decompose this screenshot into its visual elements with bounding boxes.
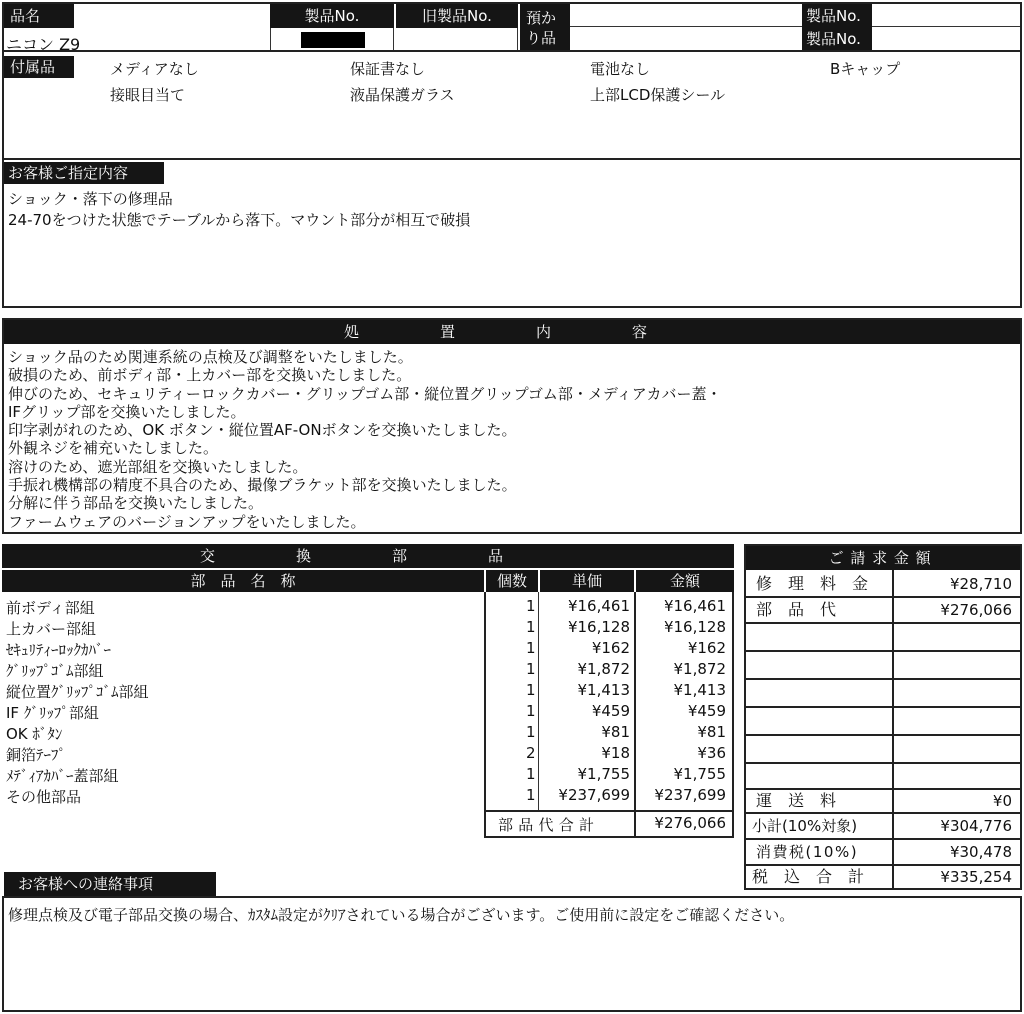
notice-label: お客様への連絡事項 — [4, 872, 216, 896]
col-name-header: 部 品 名 称 — [2, 570, 484, 592]
treatment-line: 分解に伴う部品を交換いたしました。 — [8, 494, 264, 513]
part-amount: ¥1,413 — [673, 681, 726, 699]
accessory-item: 接眼目当て — [110, 86, 186, 104]
part-name: OK ﾎﾞﾀﾝ — [6, 725, 63, 743]
part-qty: 1 — [526, 618, 536, 636]
part-name: ｸﾞﾘｯﾌﾟｺﾞﾑ部組 — [6, 662, 104, 680]
parts-fee-label: 部 品 代 — [756, 600, 837, 619]
table-row — [2, 617, 734, 638]
shipping-value: ¥0 — [992, 792, 1012, 810]
shipping-label: 運 送 料 — [756, 791, 837, 810]
part-unit: ¥1,755 — [577, 765, 630, 783]
treatment-section — [2, 318, 1022, 534]
repair-fee-value: ¥28,710 — [949, 575, 1012, 593]
table-row — [2, 659, 734, 680]
treatment-line: 溶けのため、遮光部組を交換いたしました。 — [8, 457, 308, 476]
billing-title: ご請求金額 — [746, 546, 1020, 570]
parts-total-value: ¥276,066 — [654, 814, 726, 832]
treatment-line: ファームウェアのバージョンアップをいたしました。 — [8, 512, 366, 531]
kyu-seihin-no-label: 旧製品No. — [396, 4, 518, 28]
kyu-seihin-no-cell — [394, 28, 518, 50]
part-unit: ¥1,413 — [577, 681, 630, 699]
part-unit: ¥1,872 — [577, 660, 630, 678]
part-amount: ¥36 — [697, 744, 726, 762]
part-unit: ¥162 — [591, 639, 630, 657]
table-row — [2, 764, 734, 785]
part-unit: ¥81 — [601, 723, 630, 741]
part-amount: ¥459 — [687, 702, 726, 720]
treatment-line: 外観ネジを補充いたしました。 — [8, 439, 219, 458]
part-qty: 1 — [526, 660, 536, 678]
seihin-no-cell — [270, 28, 394, 50]
part-qty: 1 — [526, 681, 536, 699]
azukari-label — [520, 4, 570, 50]
part-qty: 1 — [526, 597, 536, 615]
accessory-item: 液晶保護ガラス — [350, 86, 455, 104]
part-unit: ¥459 — [591, 702, 630, 720]
tax-value: ¥30,478 — [949, 843, 1012, 861]
hinmei-label: 品名 — [4, 4, 74, 28]
table-row — [2, 743, 734, 764]
accessories-section — [2, 52, 1022, 160]
redacted-serial — [301, 32, 365, 48]
treatment-line: 手振れ機構部の精度不具合のため、撮像ブラケット部を交換いたしました。 — [8, 476, 517, 495]
customer-request-section — [2, 160, 1022, 308]
seihin-no-label: 製品No. — [270, 4, 394, 28]
right-no-label-1: 製品No. — [802, 4, 872, 27]
table-row — [2, 701, 734, 722]
grand-total-value: ¥335,254 — [940, 868, 1012, 886]
col-amount-header: 金額 — [636, 570, 734, 592]
parts-rows — [2, 596, 734, 808]
subtotal-value: ¥304,776 — [940, 817, 1012, 835]
part-amount: ¥1,872 — [673, 660, 726, 678]
part-name: ﾒﾃﾞｨｱｶﾊﾞｰ蓋部組 — [6, 767, 119, 785]
treatment-lines — [8, 348, 722, 531]
part-amount: ¥162 — [687, 639, 726, 657]
part-name: その他部品 — [6, 788, 82, 806]
azukari-label-line1: 預か — [526, 9, 557, 27]
customer-request-line: ショック・落下の修理品 — [8, 190, 173, 208]
subtotal-label: 小計(10%対象) — [752, 817, 858, 835]
part-unit: ¥237,699 — [558, 786, 630, 804]
part-unit: ¥16,461 — [567, 597, 630, 615]
accessory-item: 保証書なし — [350, 60, 426, 78]
part-unit: ¥18 — [601, 744, 630, 762]
treatment-title: 処 置 内 容 — [4, 320, 1020, 344]
part-name: IF ｸﾞﾘｯﾌﾟ部組 — [6, 704, 99, 722]
part-amount: ¥237,699 — [654, 786, 726, 804]
parts-table — [2, 544, 734, 838]
part-name: 銅箔ﾃｰﾌﾟ — [6, 746, 67, 764]
col-unit-header: 単価 — [540, 570, 634, 592]
part-qty: 2 — [526, 744, 536, 762]
part-qty: 1 — [526, 786, 536, 804]
treatment-line: IFグリップ部を交換いたしました。 — [8, 402, 246, 421]
accessory-item: 電池なし — [590, 60, 651, 78]
part-name: ｾｷｭﾘﾃｨｰﾛｯｸｶﾊﾞｰ — [6, 641, 112, 659]
parts-fee-value: ¥276,066 — [940, 601, 1012, 619]
col-qty-header: 個数 — [486, 570, 538, 592]
part-amount: ¥16,461 — [663, 597, 726, 615]
part-qty: 1 — [526, 723, 536, 741]
part-amount: ¥16,128 — [663, 618, 726, 636]
part-name: 縦位置ｸﾞﾘｯﾌﾟｺﾞﾑ部組 — [6, 683, 149, 701]
grand-total-label: 税 込 合 計 — [752, 867, 865, 886]
treatment-line: 印字剥がれのため、OK ボタン・縦位置AF-ONボタンを交換いたしました。 — [8, 421, 517, 440]
azukari-label-line2: り品 — [526, 29, 557, 47]
notice-text: 修理点検及び電子部品交換の場合、ｶｽﾀﾑ設定がｸﾘｱされている場合がございます。ご使用前に設定をご確認ください。 — [8, 906, 795, 924]
table-row — [2, 638, 734, 659]
tax-label: 消費税(10%) — [756, 843, 859, 861]
part-qty: 1 — [526, 702, 536, 720]
repair-fee-label: 修 理 料 金 — [756, 574, 869, 593]
hinmei-value: ニコン Z9 — [6, 35, 81, 54]
accessory-item: Bキャップ — [830, 60, 901, 78]
table-row — [2, 722, 734, 743]
table-row — [2, 596, 734, 617]
part-unit: ¥16,128 — [567, 618, 630, 636]
table-row — [2, 680, 734, 701]
accessory-item: メディアなし — [110, 60, 199, 78]
treatment-line: 破損のため、前ボディ部・上カバー部を交換いたしました。 — [8, 366, 412, 385]
accessory-item: 上部LCD保護シール — [590, 86, 726, 104]
notice-section — [2, 896, 1022, 1012]
parts-total-label: 部品代合計 — [498, 816, 600, 834]
part-name: 前ボディ部組 — [6, 599, 95, 617]
treatment-line: ショック品のため関連系統の点検及び調整をいたしました。 — [8, 348, 413, 366]
part-amount: ¥81 — [697, 723, 726, 741]
part-name: 上カバー部組 — [6, 620, 97, 638]
customer-request-label: お客様ご指定内容 — [4, 162, 164, 184]
accessories-label: 付属品 — [4, 56, 74, 78]
part-qty: 1 — [526, 639, 536, 657]
treatment-line: 伸びのため、セキュリティーロックカバー・グリップゴム部・縦位置グリップゴム部・メディアカバー蓋・ — [8, 384, 722, 403]
customer-request-line: 24-70をつけた状態でテーブルから落下。マウント部分が相互で破損 — [8, 211, 471, 229]
parts-title: 交 換 部 品 — [2, 544, 734, 568]
table-row — [2, 785, 734, 806]
right-no-label-2: 製品No. — [802, 27, 872, 50]
billing-panel — [744, 544, 1022, 890]
part-amount: ¥1,755 — [673, 765, 726, 783]
azukari-cell — [570, 4, 802, 50]
top-header — [2, 2, 1022, 52]
part-qty: 1 — [526, 765, 536, 783]
